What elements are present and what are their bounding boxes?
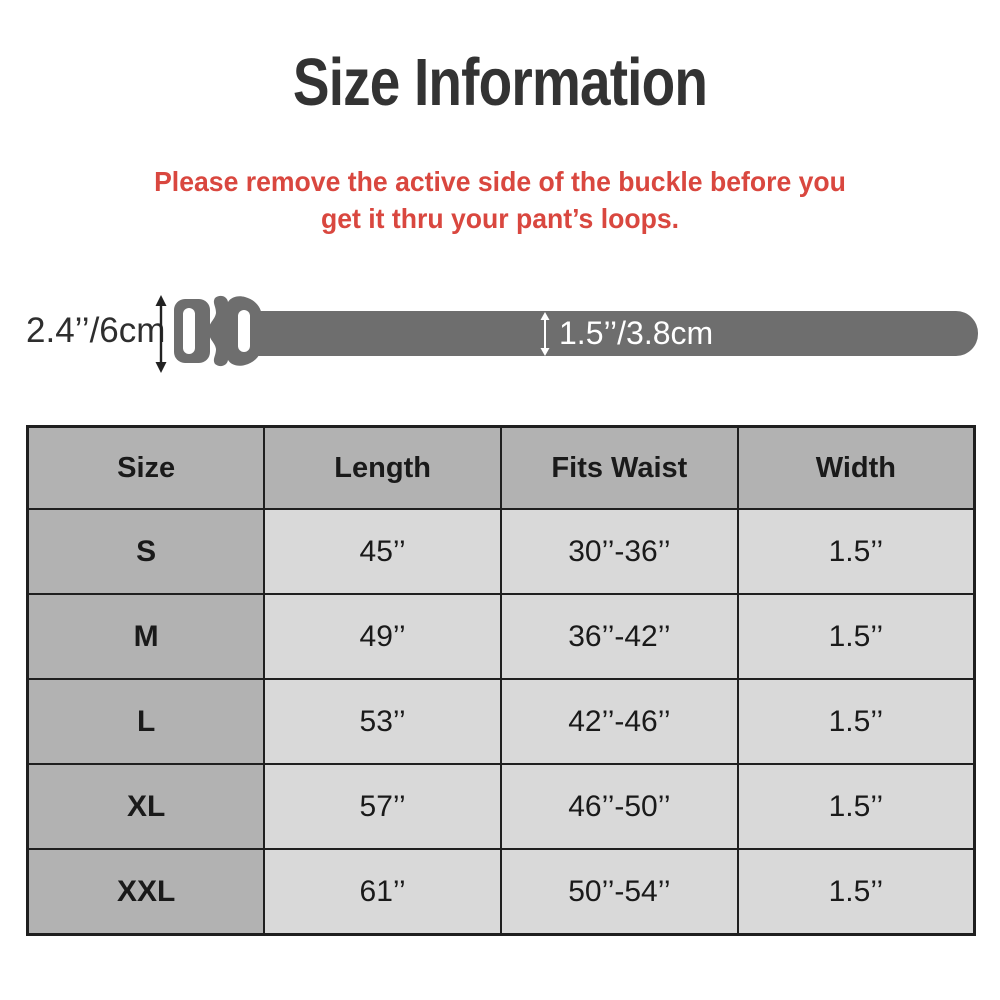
cell-size: S <box>28 509 265 594</box>
cell-width: 1.5’’ <box>738 849 975 935</box>
cell-size: M <box>28 594 265 679</box>
buckle-height-label: 2.4’’/6cm <box>26 311 166 350</box>
header-row <box>28 427 975 510</box>
notice-text <box>25 163 975 237</box>
cell-length: 49’’ <box>264 594 501 679</box>
vertical-double-arrow-icon <box>152 295 170 373</box>
strap-width-double-arrow-icon <box>538 312 552 356</box>
table-row-s <box>28 509 975 594</box>
cell-width: 1.5’’ <box>738 594 975 679</box>
col-header-fits-waist: Fits Waist <box>501 427 738 510</box>
table-row-l <box>28 679 975 764</box>
cell-fits-waist: 30’’-36’’ <box>501 509 738 594</box>
page-title: Size Information <box>292 45 708 120</box>
col-header-length: Length <box>264 427 501 510</box>
cell-width: 1.5’’ <box>738 509 975 594</box>
cell-length: 45’’ <box>264 509 501 594</box>
cell-length: 57’’ <box>264 764 501 849</box>
size-table-header <box>28 427 975 510</box>
cell-size: XXL <box>28 849 265 935</box>
cell-fits-waist: 42’’-46’’ <box>501 679 738 764</box>
table-row-m <box>28 594 975 679</box>
strap-width-label: 1.5’’/3.8cm <box>559 315 714 351</box>
col-header-size: Size <box>28 427 265 510</box>
cell-fits-waist: 46’’-50’’ <box>501 764 738 849</box>
col-header-width: Width <box>738 427 975 510</box>
cell-fits-waist: 36’’-42’’ <box>501 594 738 679</box>
table-row-xxl <box>28 849 975 935</box>
size-table <box>26 425 976 936</box>
cobra-buckle-icon <box>170 293 270 371</box>
cell-width: 1.5’’ <box>738 679 975 764</box>
cell-size: XL <box>28 764 265 849</box>
table-row-xl <box>28 764 975 849</box>
notice-line-2: get it thru your pant’s loops. <box>320 203 680 234</box>
cell-width: 1.5’’ <box>738 764 975 849</box>
cell-fits-waist: 50’’-54’’ <box>501 849 738 935</box>
size-table-body <box>28 509 975 935</box>
belt-strap <box>256 311 978 356</box>
cell-length: 53’’ <box>264 679 501 764</box>
cell-length: 61’’ <box>264 849 501 935</box>
notice-line-1: Please remove the active side of the buckle before you <box>154 166 846 197</box>
belt-diagram <box>0 285 1000 385</box>
cell-size: L <box>28 679 265 764</box>
